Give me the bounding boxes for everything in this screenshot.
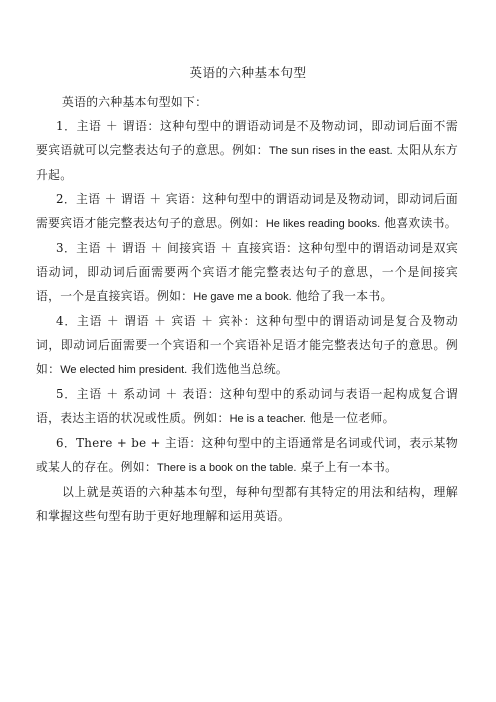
pattern-text: 5．主语 ＋ 系动词 ＋ 表语：这种句型中的系动词与表语一起构成复合谓语，表达主语的状况或性质。例如： xyxy=(36,387,458,425)
example-chinese: 我们选他当总统。 xyxy=(187,362,289,376)
pattern-item-2 xyxy=(36,187,458,236)
pattern-item-6 xyxy=(36,431,458,480)
example-chinese: 他是一位老师。 xyxy=(306,411,395,425)
conclusion-paragraph: 以上就是英语的六种基本句型，每种句型都有其特定的用法和结构，理解和掌握这些句型有助于更好地理解和运用英语。 xyxy=(36,485,458,523)
example-english: He is a teacher. xyxy=(229,413,306,425)
example-english: He likes reading books. xyxy=(265,218,381,230)
example-english: The sun rises in the east. xyxy=(268,145,393,157)
example-english: We elected him president. xyxy=(60,364,188,376)
intro-paragraph: 英语的六种基本句型如下： xyxy=(62,95,208,109)
example-english: He gave me a book. xyxy=(193,291,292,303)
example-english: There is a book on the table. xyxy=(156,462,297,474)
pattern-text: 4．主语 ＋ 谓语 ＋ 宾语 ＋ 宾补：这种句型中的谓语动词是复合及物动词，即动词后面需要一个宾语和一个宾语补足语才能完整表达句子的意思。例如： xyxy=(36,314,458,376)
pattern-item-4 xyxy=(36,309,458,382)
pattern-item-5 xyxy=(36,382,458,431)
pattern-item-3 xyxy=(36,236,458,309)
document-title: 英语的六种基本句型 xyxy=(189,65,307,80)
pattern-text: 3．主语 ＋ 谓语 ＋ 间接宾语 ＋ 直接宾语：这种句型中的谓语动词是双宾语动词，即动词后面需要两个宾语才能完整表达句子的意思，一个是间接宾语，一个是直接宾语。例如： xyxy=(36,241,458,303)
pattern-item-1 xyxy=(36,114,458,187)
pattern-text: 6．There + be + 主语：这种句型中的主语通常是名词或代词，表示某物或某人的存在。例如： xyxy=(36,436,458,474)
example-chinese: 他喜欢读书。 xyxy=(380,216,457,230)
document-body xyxy=(36,90,458,528)
example-chinese: 太阳从东方升起。 xyxy=(36,143,459,182)
pattern-text: 1．主语 ＋ 谓语：这种句型中的谓语动词是不及物动词，即动词后面不需要宾语就可以完整表达句子的意思。例如： xyxy=(36,119,458,157)
example-chinese: 他给了我一本书。 xyxy=(291,289,393,303)
pattern-text: 2．主语 ＋ 谓语 ＋ 宾语：这种句型中的谓语动词是及物动词，即动词后面需要宾语才能完整表达句子的意思。例如： xyxy=(36,192,458,230)
example-chinese: 桌子上有一本书。 xyxy=(296,460,398,474)
